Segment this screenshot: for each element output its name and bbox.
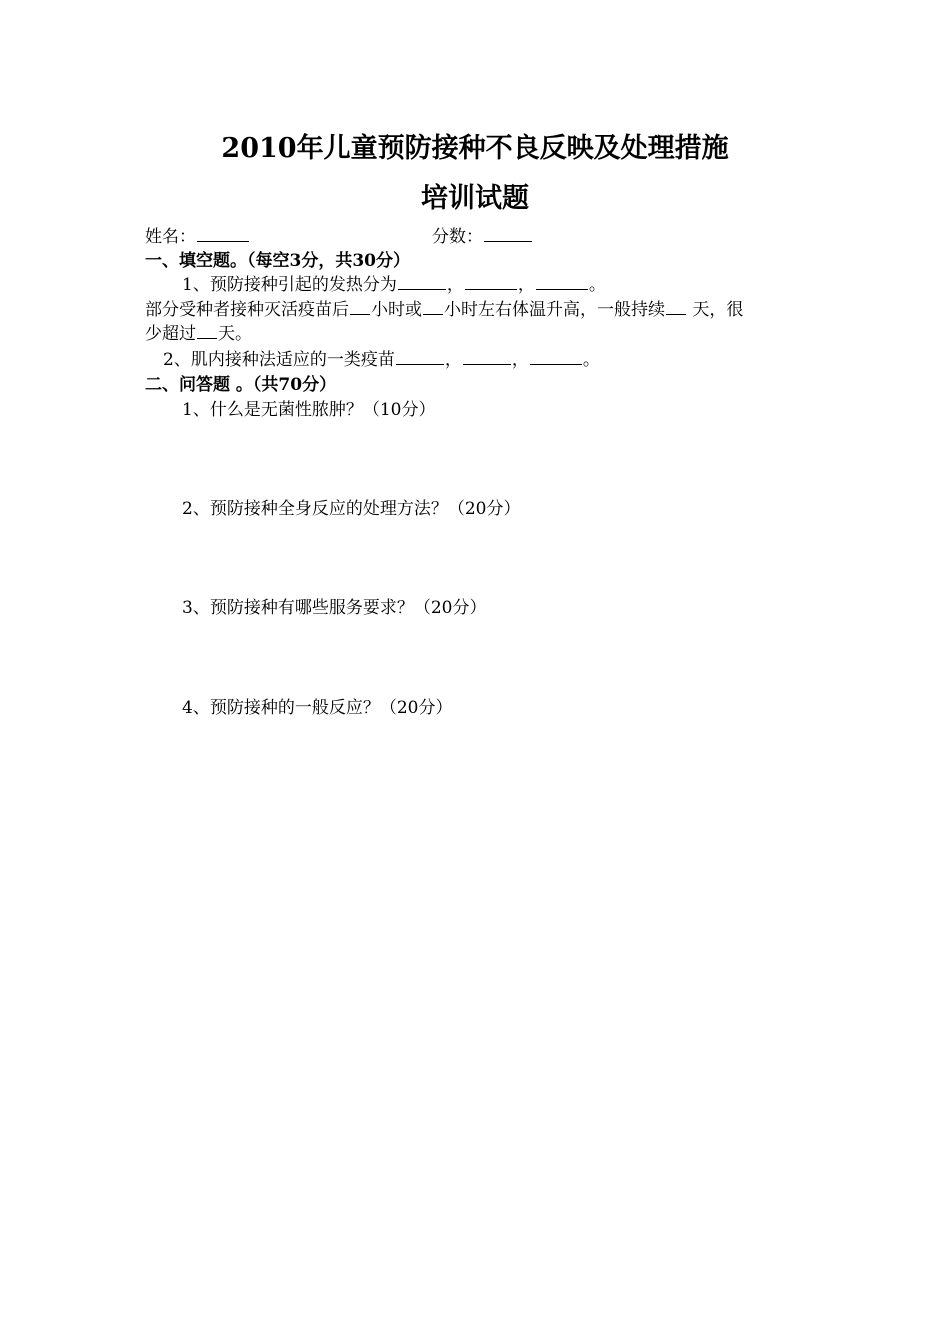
section1-heading: 一、填空题。（每空3分，共30分） <box>145 251 410 271</box>
q1b-text-4: 天，很 <box>687 300 744 320</box>
q1b-text-3: 小时左右体温升高，一般持续 <box>444 300 665 320</box>
q1b-text-2: 小时或 <box>371 300 422 320</box>
q1-prefix: 1、预防接种引起的发热分为 <box>182 275 397 295</box>
document-title: 2010年儿童预防接种不良反映及处理措施 <box>221 133 729 164</box>
document-subtitle: 培训试题 <box>421 183 529 214</box>
essay-question-4: 4、预防接种的一般反应？（20分） <box>182 698 453 718</box>
score-blank[interactable] <box>484 226 532 242</box>
q2-end: 。 <box>582 350 600 370</box>
q2-sep-1: ， <box>444 350 462 370</box>
q1-sep-1: ， <box>446 275 464 295</box>
fill-question-1b-line2 <box>145 323 252 346</box>
q2-blank-1[interactable] <box>396 349 444 365</box>
q1-end: 。 <box>588 275 606 295</box>
q1b-text-1: 部分受种者接种灭活疫苗后 <box>145 300 349 320</box>
fill-question-2 <box>163 349 600 372</box>
score-field <box>432 226 533 249</box>
q1b-blank-1[interactable] <box>350 299 370 315</box>
q2-sep-2: ， <box>511 350 529 370</box>
fill-question-1b-line1 <box>145 299 743 322</box>
section2-heading: 二、问答题 。（共70分） <box>145 375 337 395</box>
q1b-blank-4[interactable] <box>197 323 217 339</box>
q1-blank-3[interactable] <box>536 274 588 290</box>
q1b-text-6: 天。 <box>218 324 252 344</box>
essay-question-2: 2、预防接种全身反应的处理方法？（20分） <box>182 499 521 519</box>
name-blank[interactable] <box>197 226 249 242</box>
q1-sep-2: ， <box>517 275 535 295</box>
q1-blank-1[interactable] <box>398 274 446 290</box>
q1b-blank-2[interactable] <box>423 299 443 315</box>
essay-question-3: 3、预防接种有哪些服务要求？（20分） <box>182 598 487 618</box>
q1b-text-5: 少超过 <box>145 324 196 344</box>
q2-prefix: 2、肌内接种法适应的一类疫苗 <box>163 350 395 370</box>
q1b-blank-3[interactable] <box>666 299 686 315</box>
q1-blank-2[interactable] <box>465 274 517 290</box>
fill-question-1 <box>182 274 606 297</box>
q2-blank-3[interactable] <box>530 349 582 365</box>
score-label: 分数： <box>432 227 483 247</box>
essay-question-1: 1、什么是无菌性脓肿？（10分） <box>182 400 436 420</box>
name-label: 姓名： <box>145 227 196 247</box>
q2-blank-2[interactable] <box>463 349 511 365</box>
name-field <box>145 226 250 249</box>
